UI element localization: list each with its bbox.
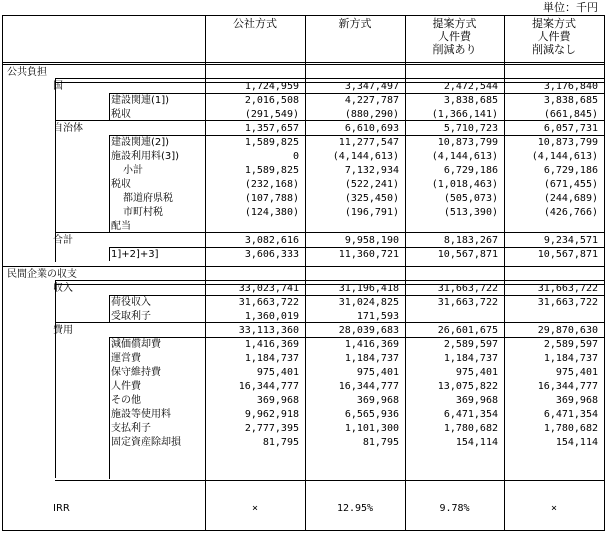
row-divider bbox=[55, 232, 604, 233]
column-header-line: 公社方式 bbox=[233, 17, 277, 30]
column-header bbox=[205, 17, 305, 30]
unit-label: 単位：千円 bbox=[543, 1, 598, 14]
column-header-line: 人件費 bbox=[438, 30, 471, 43]
cell-value: 2,589,597 bbox=[443, 339, 498, 350]
row-label: 減価償却費 bbox=[111, 339, 161, 350]
cell-value: (522,241) bbox=[344, 179, 399, 190]
row-label: 小計 bbox=[123, 165, 143, 176]
column-header-line: 削減あり bbox=[432, 43, 477, 56]
cell-value: 369,968 bbox=[256, 395, 299, 406]
row-label: 人件費 bbox=[111, 381, 141, 392]
cell-value: 31,663,722 bbox=[437, 283, 498, 294]
cell-value: 33,113,360 bbox=[238, 325, 299, 336]
cell-value: 10,873,799 bbox=[437, 137, 498, 148]
header-divider bbox=[3, 62, 604, 63]
cell-value: 369,968 bbox=[356, 395, 399, 406]
row-label: 固定資産除却損 bbox=[111, 437, 181, 448]
irr-value: 9.78% bbox=[439, 503, 470, 514]
cell-value: (196,791) bbox=[344, 207, 399, 218]
cell-value: 9,958,190 bbox=[344, 235, 399, 246]
financial-table bbox=[2, 15, 605, 531]
cell-value: 1,184,737 bbox=[543, 353, 598, 364]
row-label: 市町村税 bbox=[123, 207, 163, 218]
group-divider bbox=[109, 135, 110, 232]
irr-label: IRR bbox=[53, 503, 70, 514]
cell-value: (1,018,463) bbox=[431, 179, 498, 190]
group-divider bbox=[55, 78, 56, 262]
cell-value: (4,144,613) bbox=[431, 151, 498, 162]
row-label: 保守維持費 bbox=[111, 367, 161, 378]
cell-value: 3,606,333 bbox=[244, 249, 299, 260]
cell-value: 6,729,186 bbox=[443, 165, 498, 176]
row-label: 税収 bbox=[111, 179, 131, 190]
row-label: 費用 bbox=[53, 325, 73, 336]
cell-value: (4,144,613) bbox=[332, 151, 399, 162]
cell-value: 3,082,616 bbox=[244, 235, 299, 246]
row-divider bbox=[109, 247, 604, 248]
row-label: 国 bbox=[53, 81, 63, 92]
cell-value: 1,724,959 bbox=[244, 81, 299, 92]
irr-value: × bbox=[251, 503, 259, 514]
row-divider bbox=[55, 280, 604, 281]
cell-value: 154,114 bbox=[455, 437, 498, 448]
row-label: 都道府県税 bbox=[123, 193, 173, 204]
row-label: 受取利子 bbox=[111, 311, 151, 322]
cell-value: 6,057,731 bbox=[543, 123, 598, 134]
cell-value: 11,277,547 bbox=[338, 137, 399, 148]
group-divider bbox=[55, 280, 56, 478]
cell-value: 8,183,267 bbox=[443, 235, 498, 246]
cell-value: 975,401 bbox=[555, 367, 598, 378]
irr-value: × bbox=[550, 503, 558, 514]
row-label: 合計 bbox=[53, 235, 73, 246]
cell-value: 31,663,722 bbox=[537, 297, 598, 308]
cell-value: 31,663,722 bbox=[437, 297, 498, 308]
cell-value: 3,838,685 bbox=[543, 95, 598, 106]
cell-value: 9,234,571 bbox=[543, 235, 598, 246]
row-divider bbox=[109, 93, 604, 94]
row-label: 支払利子 bbox=[111, 423, 151, 434]
group-divider bbox=[109, 247, 110, 261]
row-divider bbox=[55, 120, 604, 121]
cell-value: 2,777,395 bbox=[244, 423, 299, 434]
cell-value: 1,589,825 bbox=[244, 137, 299, 148]
row-label: 施設等使用料 bbox=[111, 409, 171, 420]
row-label: 自治体 bbox=[53, 123, 83, 134]
cell-value: (107,788) bbox=[244, 193, 299, 204]
cell-value: 10,567,871 bbox=[437, 249, 498, 260]
row-label: 運営費 bbox=[111, 353, 141, 364]
cell-value: 5,710,723 bbox=[443, 123, 498, 134]
row-divider bbox=[3, 266, 604, 267]
row-divider bbox=[3, 64, 604, 65]
cell-value: (4,144,613) bbox=[531, 151, 598, 162]
column-header-line: 提案方式 bbox=[532, 17, 576, 30]
cell-value: (426,766) bbox=[543, 207, 598, 218]
row-label: 税収 bbox=[111, 109, 131, 120]
cell-value: 10,873,799 bbox=[537, 137, 598, 148]
cell-value: 1,780,682 bbox=[543, 423, 598, 434]
cell-value: 975,401 bbox=[256, 367, 299, 378]
cell-value: (124,380) bbox=[244, 207, 299, 218]
cell-value: 16,344,777 bbox=[537, 381, 598, 392]
cell-value: 3,838,685 bbox=[443, 95, 498, 106]
row-divider bbox=[55, 322, 604, 323]
cell-value: (671,455) bbox=[543, 179, 598, 190]
cell-value: (661,845) bbox=[543, 109, 598, 120]
cell-value: 6,471,354 bbox=[443, 409, 498, 420]
cell-value: 31,024,825 bbox=[338, 297, 399, 308]
column-header bbox=[504, 17, 604, 56]
cell-value: (880,290) bbox=[344, 109, 399, 120]
cell-value: 31,663,722 bbox=[238, 297, 299, 308]
row-label: 民間企業の収支 bbox=[7, 269, 77, 280]
cell-value: 1,357,657 bbox=[244, 123, 299, 134]
cell-value: 6,565,936 bbox=[344, 409, 399, 420]
cell-value: 33,023,741 bbox=[238, 283, 299, 294]
row-label: 施設利用料(3]) bbox=[111, 151, 180, 162]
row-label: その他 bbox=[111, 395, 141, 406]
cell-value: 13,075,822 bbox=[437, 381, 498, 392]
row-divider bbox=[109, 135, 604, 136]
irr-value: 12.95% bbox=[336, 503, 374, 514]
cell-value: 16,344,777 bbox=[238, 381, 299, 392]
column-header-line: 削減なし bbox=[532, 43, 576, 56]
column-header bbox=[305, 17, 405, 30]
row-label: 建設関連(1]) bbox=[111, 95, 170, 106]
column-header-line: 提案方式 bbox=[432, 17, 477, 30]
row-label: 公共負担 bbox=[7, 67, 47, 78]
cell-value: (325,450) bbox=[344, 193, 399, 204]
row-divider bbox=[109, 295, 604, 296]
cell-value: 28,039,683 bbox=[338, 325, 399, 336]
column-header-line: 新方式 bbox=[338, 17, 372, 30]
cell-value: (244,689) bbox=[543, 193, 598, 204]
cell-value: 154,114 bbox=[555, 437, 598, 448]
row-divider bbox=[55, 480, 604, 481]
cell-value: 16,344,777 bbox=[338, 381, 399, 392]
cell-value: (1,366,141) bbox=[431, 109, 498, 120]
cell-value: 6,610,693 bbox=[344, 123, 399, 134]
column-header bbox=[405, 17, 504, 56]
cell-value: 1,416,369 bbox=[344, 339, 399, 350]
row-divider bbox=[55, 78, 604, 79]
cell-value: 2,472,544 bbox=[443, 81, 498, 92]
group-divider bbox=[109, 337, 110, 479]
cell-value: 9,962,918 bbox=[244, 409, 299, 420]
cell-value: 171,593 bbox=[356, 311, 399, 322]
cell-value: (291,549) bbox=[244, 109, 299, 120]
cell-value: (513,390) bbox=[443, 207, 498, 218]
cell-value: (232,168) bbox=[244, 179, 299, 190]
cell-value: 10,567,871 bbox=[537, 249, 598, 260]
cell-value: 29,870,630 bbox=[537, 325, 598, 336]
cell-value: 0 bbox=[292, 151, 299, 162]
cell-value: 1,589,825 bbox=[244, 165, 299, 176]
row-label: 建設関連(2]) bbox=[111, 137, 170, 148]
cell-value: 1,360,019 bbox=[244, 311, 299, 322]
cell-value: 3,347,497 bbox=[344, 81, 399, 92]
cell-value: 26,601,675 bbox=[437, 325, 498, 336]
row-divider bbox=[109, 337, 604, 338]
cell-value: 7,132,934 bbox=[344, 165, 399, 176]
cell-value: 31,663,722 bbox=[537, 283, 598, 294]
cell-value: 369,968 bbox=[455, 395, 498, 406]
group-divider bbox=[109, 295, 110, 322]
row-label: 配当 bbox=[111, 221, 131, 232]
cell-value: 369,968 bbox=[555, 395, 598, 406]
cell-value: 6,471,354 bbox=[543, 409, 598, 420]
cell-value: 31,196,418 bbox=[338, 283, 399, 294]
cell-value: 2,589,597 bbox=[543, 339, 598, 350]
row-label: 収入 bbox=[53, 283, 73, 294]
cell-value: 1,184,737 bbox=[443, 353, 498, 364]
cell-value: 6,729,186 bbox=[543, 165, 598, 176]
cell-value: 1,184,737 bbox=[244, 353, 299, 364]
cell-value: 3,176,840 bbox=[543, 81, 598, 92]
cell-value: 4,227,787 bbox=[344, 95, 399, 106]
cell-value: 1,780,682 bbox=[443, 423, 498, 434]
cell-value: 1,101,300 bbox=[344, 423, 399, 434]
group-divider bbox=[109, 93, 110, 120]
cell-value: 11,360,721 bbox=[338, 249, 399, 260]
cell-value: (505,073) bbox=[443, 193, 498, 204]
cell-value: 975,401 bbox=[455, 367, 498, 378]
cell-value: 81,795 bbox=[362, 437, 399, 448]
cell-value: 1,416,369 bbox=[244, 339, 299, 350]
row-label: 荷役収入 bbox=[111, 297, 151, 308]
row-label: 1]+2]+3] bbox=[111, 249, 159, 260]
cell-value: 2,016,508 bbox=[244, 95, 299, 106]
cell-value: 1,184,737 bbox=[344, 353, 399, 364]
column-header-line: 人件費 bbox=[537, 30, 571, 43]
cell-value: 81,795 bbox=[262, 437, 299, 448]
cell-value: 975,401 bbox=[356, 367, 399, 378]
